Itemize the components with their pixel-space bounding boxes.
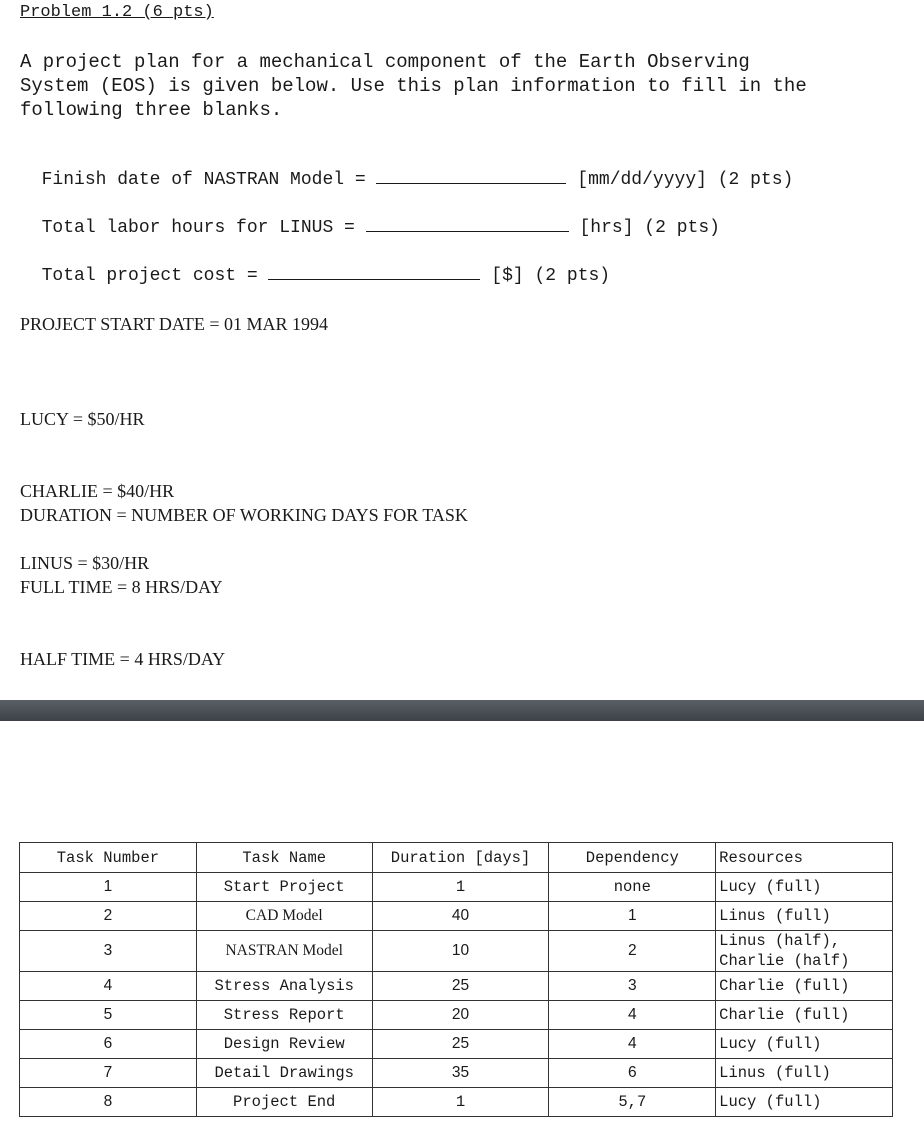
cell-duration: 25: [372, 1030, 549, 1059]
cell-task-number: 7: [20, 1059, 197, 1088]
resource-line: Charlie (half): [719, 952, 850, 970]
header-duration: Duration [days]: [372, 843, 549, 873]
cell-duration: 40: [372, 902, 549, 931]
header-resources: Resources: [716, 843, 893, 873]
cell-task-number: 3: [20, 931, 197, 972]
cell-task-name: NASTRAN Model: [196, 931, 372, 972]
definition-line: FULL TIME = 8 HRS/DAY: [20, 577, 223, 597]
cell-dependency: 4: [549, 1030, 716, 1059]
rate-line: CHARLIE = $40/HR: [20, 481, 175, 501]
table-row: [20, 1001, 893, 1030]
cell-resources: Lucy (full): [716, 873, 893, 902]
cell-resources: Charlie (full): [716, 1001, 893, 1030]
cell-task-name: CAD Model: [196, 902, 372, 931]
header-task-name: Task Name: [196, 843, 372, 873]
blank-row-nastran-finish: [20, 145, 793, 190]
cell-task-number: 8: [20, 1088, 197, 1117]
answer-blank-nastran-finish[interactable]: [376, 165, 566, 184]
blank-row-project-cost: [20, 241, 610, 286]
table-row: [20, 902, 893, 931]
definition-line: DURATION = NUMBER OF WORKING DAYS FOR TASK: [20, 505, 468, 525]
task-table: [19, 842, 893, 1117]
cell-duration: 20: [372, 1001, 549, 1030]
blank-unit: [hrs] (2 pts): [579, 218, 720, 238]
blank-row-linus-hours: [20, 193, 720, 238]
cell-dependency: none: [549, 873, 716, 902]
intro-line: System (EOS) is given below. Use this plan information to fill in the: [20, 75, 807, 97]
cell-task-number: 5: [20, 1001, 197, 1030]
cell-dependency: 6: [549, 1059, 716, 1088]
cell-dependency: 3: [549, 972, 716, 1001]
cell-duration: 35: [372, 1059, 549, 1088]
cell-dependency: 4: [549, 1001, 716, 1030]
header-task-number: Task Number: [20, 843, 197, 873]
cell-dependency: 1: [549, 902, 716, 931]
table-row: [20, 1059, 893, 1088]
cell-resources: Linus (full): [716, 1059, 893, 1088]
table-header-row: [20, 843, 893, 873]
table-row: [20, 972, 893, 1001]
answer-blank-project-cost[interactable]: [268, 261, 480, 280]
blank-unit: [mm/dd/yyyy] (2 pts): [577, 170, 794, 190]
cell-resources: Charlie (full): [716, 972, 893, 1001]
cell-task-name: Stress Analysis: [196, 972, 372, 1001]
table-row: [20, 1088, 893, 1117]
definitions: [20, 455, 468, 695]
cell-dependency: 5,7: [549, 1088, 716, 1117]
intro-line: A project plan for a mechanical component of the Earth Observing: [20, 51, 750, 73]
cell-task-number: 1: [20, 873, 197, 902]
blank-label: Finish date of NASTRAN Model =: [41, 170, 366, 190]
problem-title: Problem 1.2 (6 pts): [20, 3, 214, 22]
blank-label: Total labor hours for LINUS =: [41, 218, 355, 238]
cell-task-name: Stress Report: [196, 1001, 372, 1030]
cell-task-name: Design Review: [196, 1030, 372, 1059]
table-row: [20, 873, 893, 902]
definition-line: HALF TIME = 4 HRS/DAY: [20, 649, 226, 669]
cell-resources: Lucy (full): [716, 1030, 893, 1059]
page-separator: [0, 700, 924, 721]
intro-line: following three blanks.: [20, 99, 283, 121]
cell-task-number: 2: [20, 902, 197, 931]
table-row: [20, 931, 893, 972]
cell-dependency: 2: [549, 931, 716, 972]
cell-task-number: 6: [20, 1030, 197, 1059]
cell-resources: Linus (full): [716, 902, 893, 931]
cell-duration: 25: [372, 972, 549, 1001]
header-dependency: Dependency: [549, 843, 716, 873]
table-row: [20, 1030, 893, 1059]
cell-duration: 1: [372, 1088, 549, 1117]
cell-resources: Lucy (full): [716, 1088, 893, 1117]
answer-blank-linus-hours[interactable]: [366, 213, 569, 232]
cell-duration: 1: [372, 873, 549, 902]
cell-task-name: Start Project: [196, 873, 372, 902]
project-start-date: PROJECT START DATE = 01 MAR 1994: [20, 314, 329, 334]
resource-line: Linus (half),: [719, 932, 841, 950]
problem-intro: [20, 50, 920, 122]
cell-resources: [716, 931, 893, 972]
cell-duration: 10: [372, 931, 549, 972]
cell-task-name: Project End: [196, 1088, 372, 1117]
cell-task-number: 4: [20, 972, 197, 1001]
rate-line: LINUS = $30/HR: [20, 553, 150, 573]
cell-task-name: Detail Drawings: [196, 1059, 372, 1088]
blank-label: Total project cost =: [41, 266, 258, 286]
rate-line: LUCY = $50/HR: [20, 409, 145, 429]
blank-unit: [$] (2 pts): [491, 266, 611, 286]
